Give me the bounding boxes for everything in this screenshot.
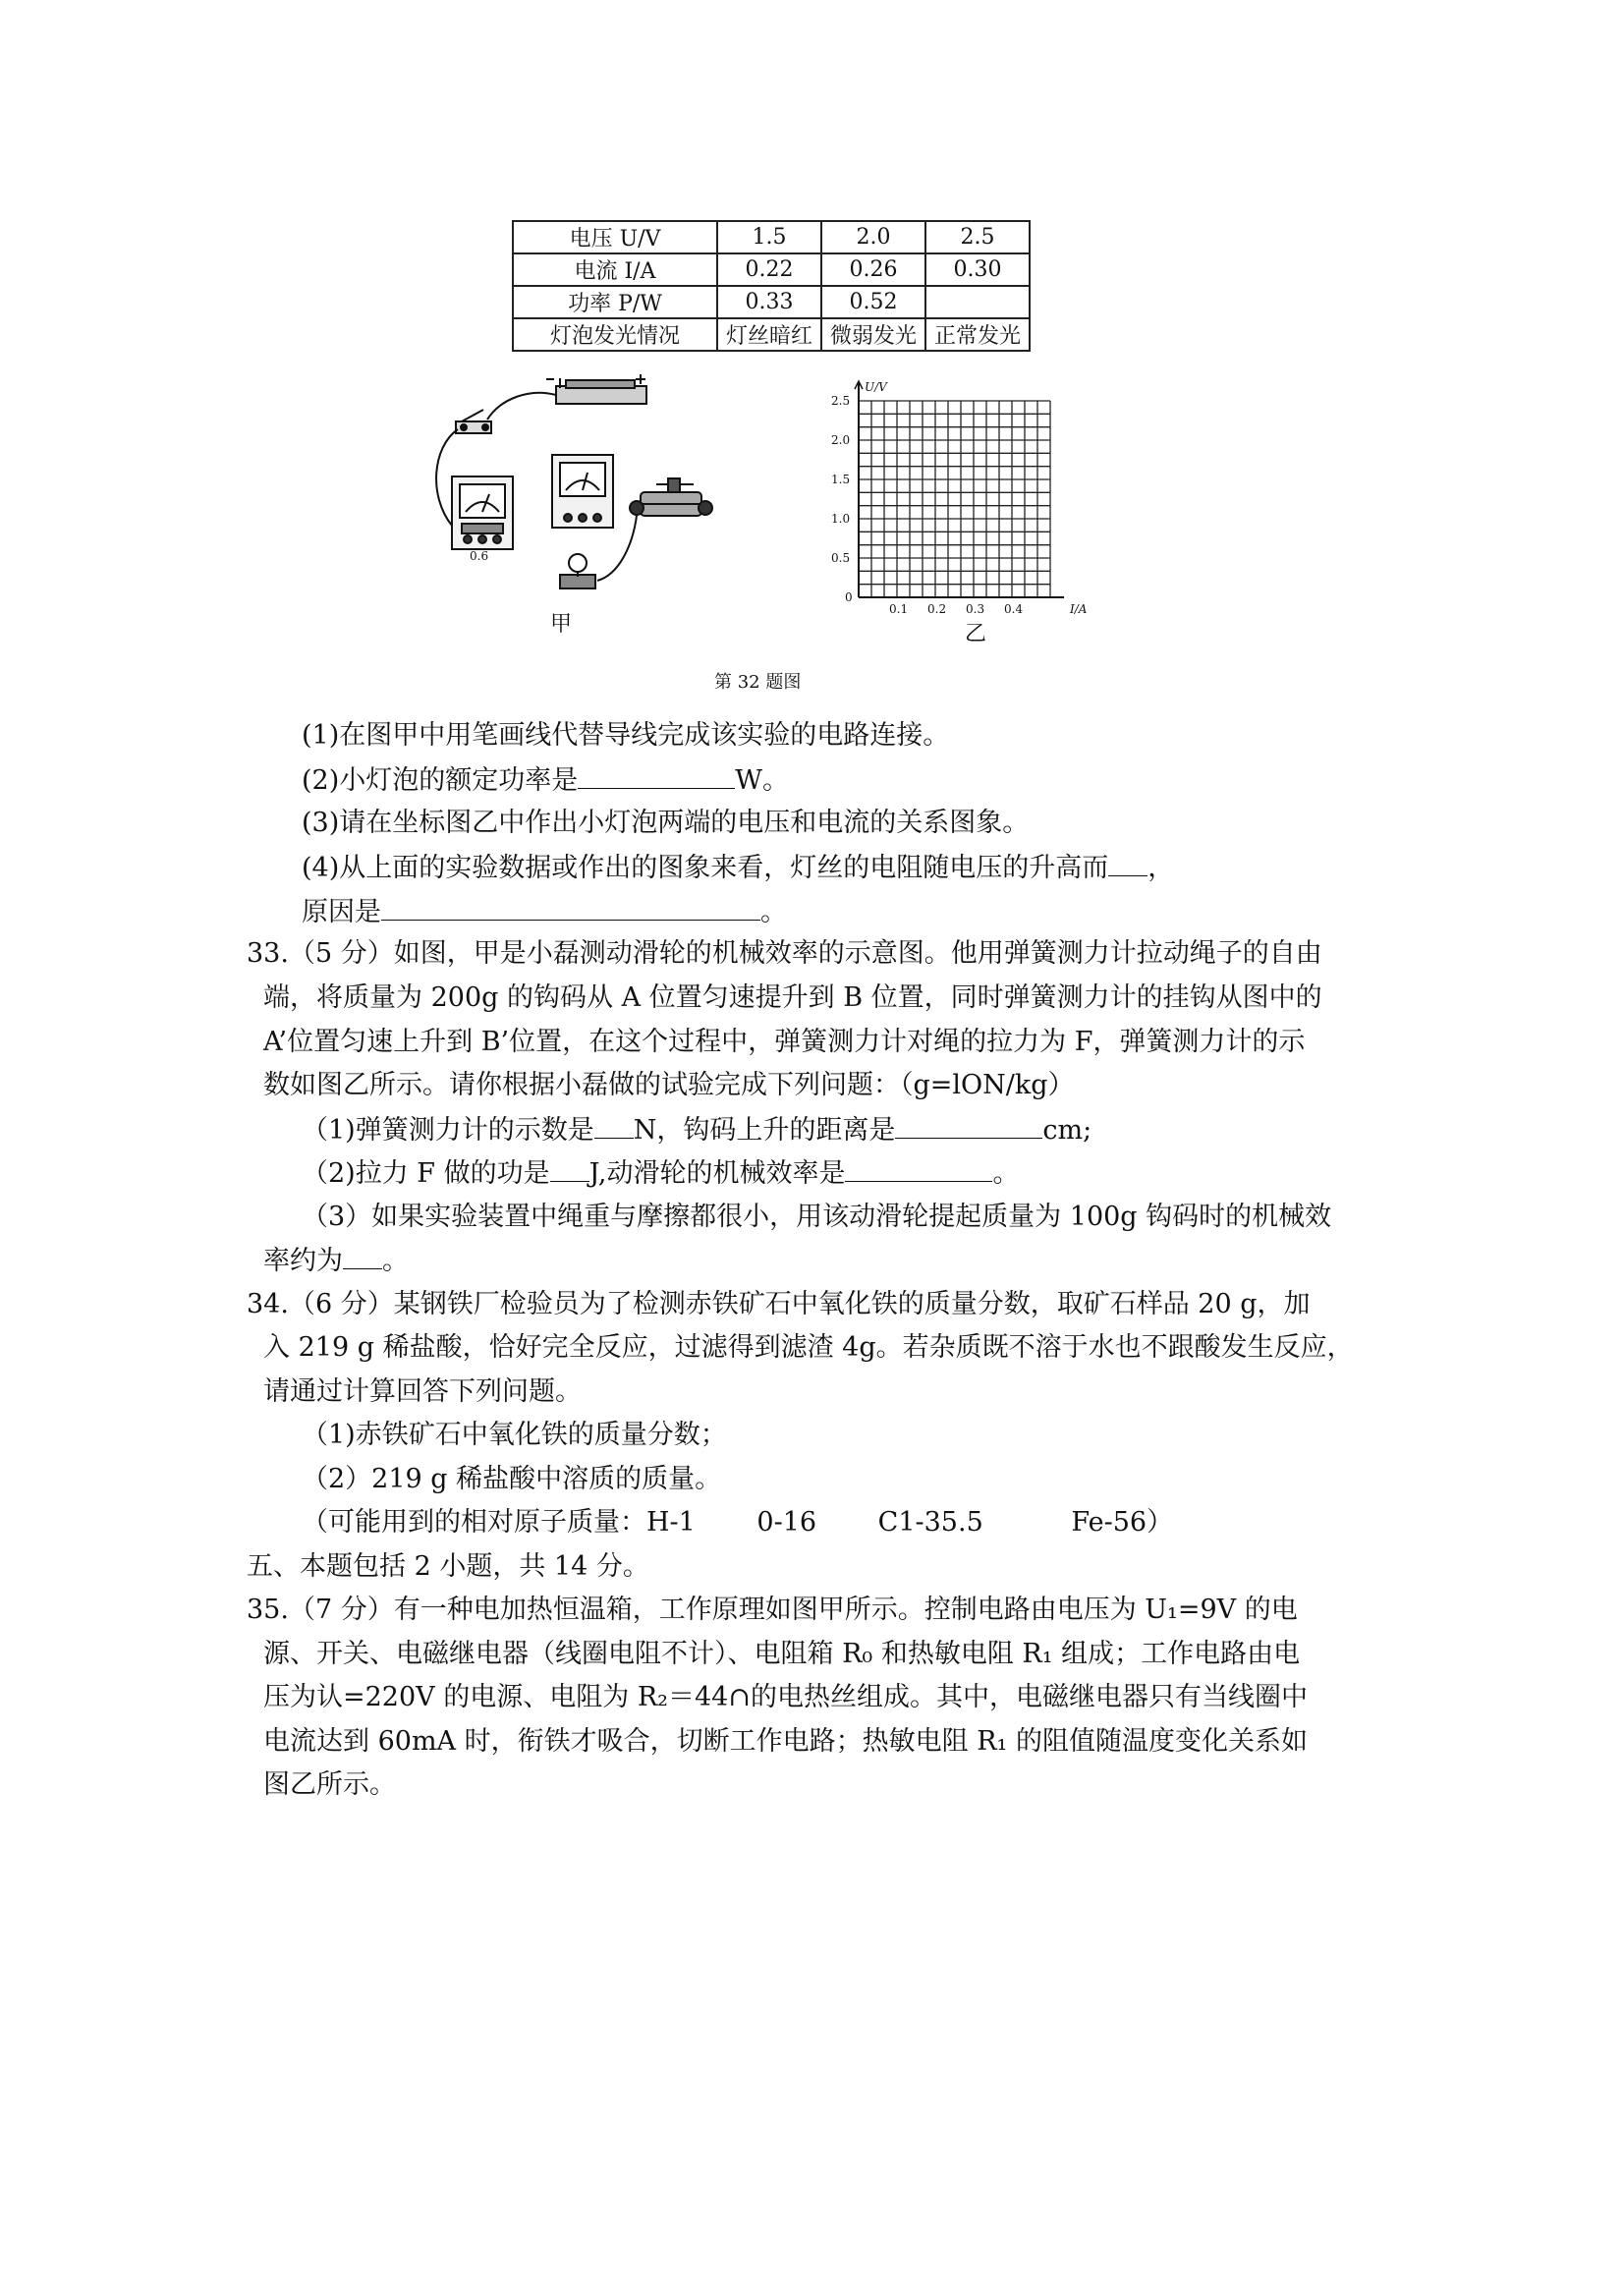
table-cell: 电流 I/A	[513, 253, 717, 286]
ammeter-icon	[452, 476, 513, 549]
q32-part2-unit: W。	[735, 765, 790, 796]
voltmeter-icon	[552, 455, 613, 528]
table-cell: 2.5	[925, 221, 1030, 253]
q34-line1: 34.（6 分）某钢铁厂检验员为了检测赤铁矿石中氧化铁的质量分数，取矿石样品 20 g，加	[247, 1289, 1311, 1319]
table-cell: 0.52	[821, 286, 925, 318]
q33-sub3: （3）如果实验装置中绳重与摩擦都很小，用该动滑轮提起质量为 100g 钩码时的机械效	[302, 1202, 1332, 1232]
q32-part4-comma: ，	[1147, 853, 1175, 883]
q32-part2	[302, 762, 789, 799]
table-cell: 0.33	[717, 286, 821, 318]
answer-blank[interactable]	[895, 1112, 1042, 1139]
q35-line4: 电流达到 60mA 时，衔铁才吸合，切断工作电路；热敏电阻 R₁ 的阻值随温度变化关系如	[263, 1726, 1308, 1757]
q32-reason-text: 原因是	[302, 897, 381, 927]
answer-blank[interactable]	[1108, 850, 1147, 876]
q33-sub3-end: 。	[382, 1246, 409, 1276]
q33-line1: 33.（5 分）如图，甲是小磊测动滑轮的机械效率的示意图。他用弹簧测力计拉动绳子的自由	[247, 938, 1322, 969]
switch-icon	[456, 410, 491, 433]
q33-sub1	[302, 1112, 1091, 1148]
q32-reason-end: 。	[760, 897, 787, 927]
answer-blank[interactable]	[381, 894, 760, 921]
x-tick-label: 0.4	[1004, 602, 1024, 616]
q33-sub2	[302, 1155, 1019, 1192]
answer-blank[interactable]	[550, 1155, 589, 1182]
x-tick-label: 0.2	[927, 602, 947, 616]
graph-grid	[859, 401, 1050, 597]
q34-line2: 入 219 g 稀盐酸，恰好完全反应，过滤得到滤渣 4g。若杂质既不溶于水也不跟酸发生反应，	[263, 1332, 1354, 1363]
battery-icon	[546, 374, 646, 404]
figure-label-yi: 乙	[965, 622, 987, 646]
table-row	[513, 253, 1030, 286]
origin-label: 0	[845, 590, 853, 604]
q34-atomic-masses: （可能用到的相对原子质量：H-1 0-16 C1-35.5 Fe-56）	[302, 1507, 1174, 1538]
table-cell: 0.30	[925, 253, 1030, 286]
rheostat-icon	[630, 478, 712, 516]
table-cell: 2.0	[821, 221, 925, 253]
q34-sub1: （1)赤铁矿石中氧化铁的质量分数；	[302, 1420, 727, 1450]
q33-sub3-text: 率约为	[263, 1246, 343, 1276]
figure-caption: 第 32 题图	[714, 672, 802, 693]
answer-blank[interactable]	[343, 1243, 382, 1269]
q33-line4: 数如图乙所示。请你根据小磊做的试验完成下列问题：（g=lON/kg）	[263, 1070, 1075, 1100]
graph-ticks	[831, 380, 1088, 616]
q34-sub2: （2）219 g 稀盐酸中溶质的质量。	[302, 1464, 722, 1494]
answer-blank[interactable]	[845, 1155, 992, 1182]
q32-part3: (3)请在坐标图乙中作出小灯泡两端的电压和电流的关系图象。	[302, 808, 1030, 838]
table-cell: 正常发光	[925, 318, 1030, 351]
q33-sub2-end: 。	[992, 1158, 1020, 1189]
q35-line1: 35.（7 分）有一种电加热恒温箱，工作原理如图甲所示。控制电路由电压为 U₁=9V 的电	[247, 1595, 1298, 1625]
table-cell: 1.5	[717, 221, 821, 253]
q32-part4	[302, 850, 1174, 886]
table-cell: 0.26	[821, 253, 925, 286]
q32-part2-text: (2)小灯泡的额定功率是	[302, 765, 579, 796]
q33-sub2-text: （2)拉力 F 做的功是	[302, 1158, 550, 1189]
q33-sub1-text2: N，钩码上升的距离是	[633, 1115, 896, 1146]
q35-line2: 源、开关、电磁继电器（线圈电阻不计）、电阻箱 R₀ 和热敏电阻 R₁ 组成；工作电路由电	[263, 1639, 1301, 1669]
table-cell	[925, 286, 1030, 318]
table-cell: 0.22	[717, 253, 821, 286]
q33-sub3-cont	[263, 1243, 409, 1279]
y-tick-label: 2.5	[831, 394, 851, 408]
y-tick-label: 2.0	[831, 433, 851, 447]
table-cell: 电压 U/V	[513, 221, 717, 253]
table-row	[513, 318, 1030, 351]
table-cell: 功率 P/W	[513, 286, 717, 318]
q33-sub1-text: （1)弹簧测力计的示数是	[302, 1115, 594, 1146]
y-tick-label: 1.5	[831, 473, 851, 486]
experiment-data-table	[512, 220, 1031, 352]
table-row	[513, 286, 1030, 318]
y-tick-label: 1.0	[831, 512, 851, 526]
table-cell: 灯丝暗红	[717, 318, 821, 351]
q32-part1: (1)在图甲中用笔画线代替导线完成该实验的电路连接。	[302, 720, 950, 751]
table-cell: 灯泡发光情况	[513, 318, 717, 351]
q33-line2: 端，将质量为 200g 的钩码从 A 位置匀速提升到 B 位置，同时弹簧测力计的挂钩从图中的	[263, 982, 1322, 1013]
bulb-icon	[560, 554, 595, 588]
y-axis-label: U/V	[865, 380, 887, 394]
x-tick-label: 0.3	[966, 602, 985, 616]
q32-part4-reason	[302, 894, 787, 930]
section-five-heading: 五、本题包括 2 小题，共 14 分。	[247, 1551, 649, 1582]
q33-sub2-text2: J,动滑轮的机械效率是	[588, 1158, 846, 1189]
answer-blank[interactable]	[578, 762, 735, 789]
q33-line3: A’位置匀速上升到 B’位置，在这个过程中，弹簧测力计对绳的拉力为 F，弹簧测力计的示	[263, 1027, 1306, 1057]
table-cell: 微弱发光	[821, 318, 925, 351]
q33-sub1-unit: cm;	[1042, 1115, 1092, 1146]
q35-line3: 压为认=220V 的电源、电阻为 R₂＝44∩的电热丝组成。其中，电磁继电器只有当线圈中	[263, 1682, 1308, 1712]
q32-part4-text: (4)从上面的实验数据或作出的图象来看，灯丝的电阻随电压的升高而	[302, 853, 1109, 883]
u-i-graph	[825, 371, 1120, 627]
x-axis-label: I/A	[1070, 602, 1088, 616]
q34-line3: 请通过计算回答下列问题。	[263, 1376, 582, 1407]
table-row	[513, 221, 1030, 253]
figure-label-jia: 甲	[550, 612, 573, 637]
y-tick-label: 0.5	[831, 551, 851, 565]
circuit-apparatus-figure	[422, 368, 717, 634]
meter-scale-label: 0.6	[470, 549, 489, 563]
answer-blank[interactable]	[594, 1112, 634, 1139]
x-tick-label: 0.1	[889, 602, 909, 616]
q35-line5: 图乙所示。	[263, 1769, 396, 1800]
